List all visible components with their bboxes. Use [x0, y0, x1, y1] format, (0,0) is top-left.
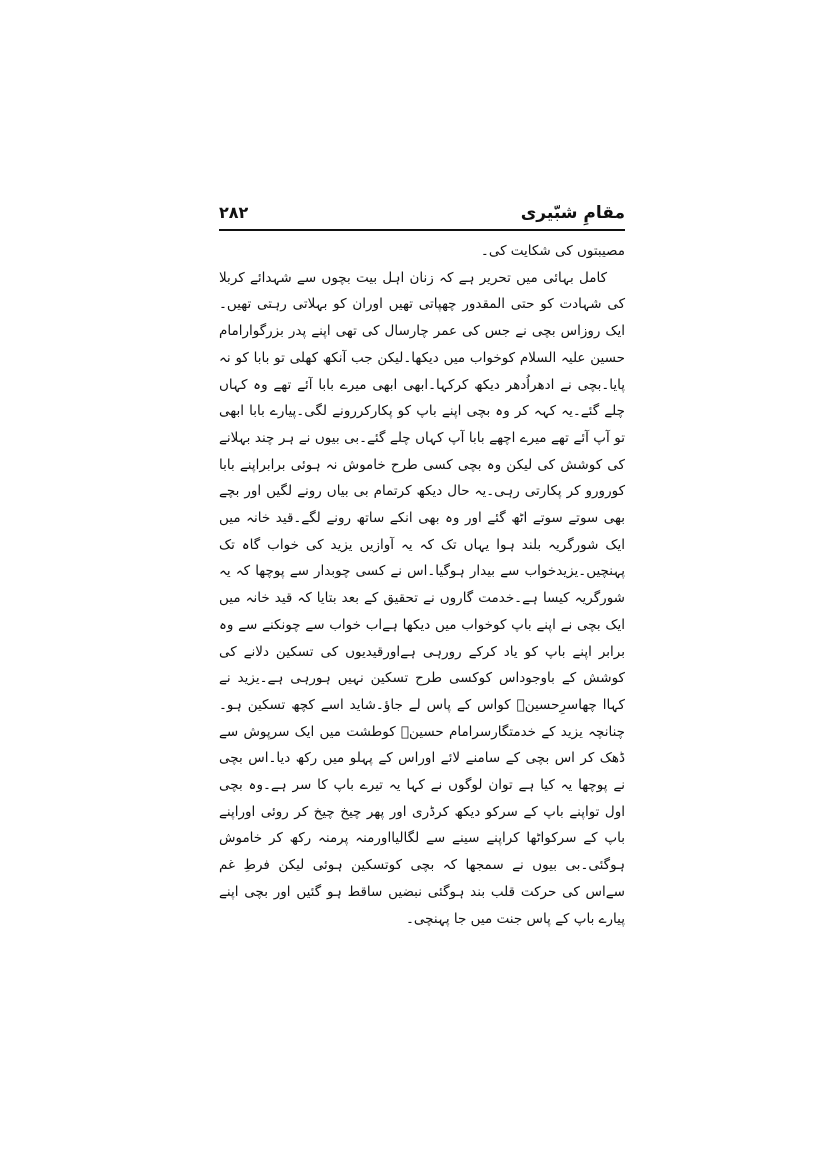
- paragraph-2: کامل بہائی میں تحریر ہے کہ زنان اہل بیت بچوں سے شہدائے کربلا کی شہادت کو حتی المقدور چھپاتی تھیں اوران کو بہلاتی رہتی تھیں۔ایک روزاس بچی نے جس کی عمر چارسال کی تھی اپنے پدر بزرگوارامام حسین علیہ السلام کوخواب میں دیکھا۔لیکن جب آنکھ کھلی تو بابا کو نہ پایا۔بچی نے ادھراُدھر دیکھ کرکہا۔ابھی ابھی میرے بابا آئے تھے وہ کہاں چلے گئے۔یہ کہہ کر وہ بچی اپنے باپ کو پکارکررونے لگی۔پیارے بابا ابھی تو آپ آئے تھے میرے اچھے بابا آپ کہاں چلے گئے۔بی بیوں نے ہر چند بہلانے کی کوشش کی لیکن وہ بچی کسی طرح خاموش نہ ہوئی برابراپنے بابا کورورو کر پکارتی رہی۔یہ حال دیکھ کرتمام بی بیاں رونے لگیں اور بچے بھی سوتے سوتے اٹھ گئے اور وہ بھی انکے ساتھ رونے لگے۔قید خانہ میں ایک شورگریہ بلند ہوا یہاں تک کہ یہ آوازیں یزید کی خواب گاہ تک پہنچیں۔یزیدخواب سے بیدار ہوگیا۔اس نے کسی چوبدار سے پوچھا کہ یہ شورگریہ کیسا ہے۔خدمت گاروں نے تحقیق کے بعد بتایا کہ قید خانہ میں ایک بچی نے اپنے باپ کوخواب میں دیکھا ہےاب خواب سے چونکنے سے وہ برابر اپنے باپ کو یاد کرکے رورہی ہےاورقیدیوں کی تسکین دلانے کی کوشش کے باوجوداس کوکسی طرح تسکین نہیں ہورہی ہے۔یزید نے کہاا چھاسرِحسینؑ کواس کے پاس لے جاؤ۔شاید اسے کچھ تسکین ہو۔چنانچہ یزید کے خدمتگارسرامام حسینؑ کوطشت میں ایک سرپوش سے ڈھک کر اس بچی کے سامنے لائے اوراس کے پہلو میں رکھ دیا۔اس بچی نے پوچھا یہ کیا ہے توان لوگوں نے کہا یہ تیرے باپ کا سر ہے۔وہ بچی اول تواپنے باپ کے سرکو دیکھ کرڈری اور پھر چیخ چیخ کر روئی اوراپنے باپ کے سرکواٹھا کراپنے سینے سے لگالیااورمنہ پرمنہ رکھ کر خاموش ہوگئی۔بی بیوں نے سمجھا کہ بچی کوتسکین ہوئی لیکن فرطِ غم سےاس کی حرکت قلب بند ہوگئی نبضیں ساقط ہو گئیں اور بچی اپنے پیارے باپ کے پاس جنت میں جا پہنچی۔: [219, 269, 625, 927]
- page-header: [219, 200, 625, 230]
- body-text: [219, 238, 625, 932]
- running-title: مقامِ شبّیری: [520, 203, 625, 223]
- page-number: ۲۸۲: [219, 203, 249, 222]
- header-rule: [219, 229, 625, 231]
- paragraph-1: مصیبتوں کی شکایت کی۔: [480, 243, 625, 259]
